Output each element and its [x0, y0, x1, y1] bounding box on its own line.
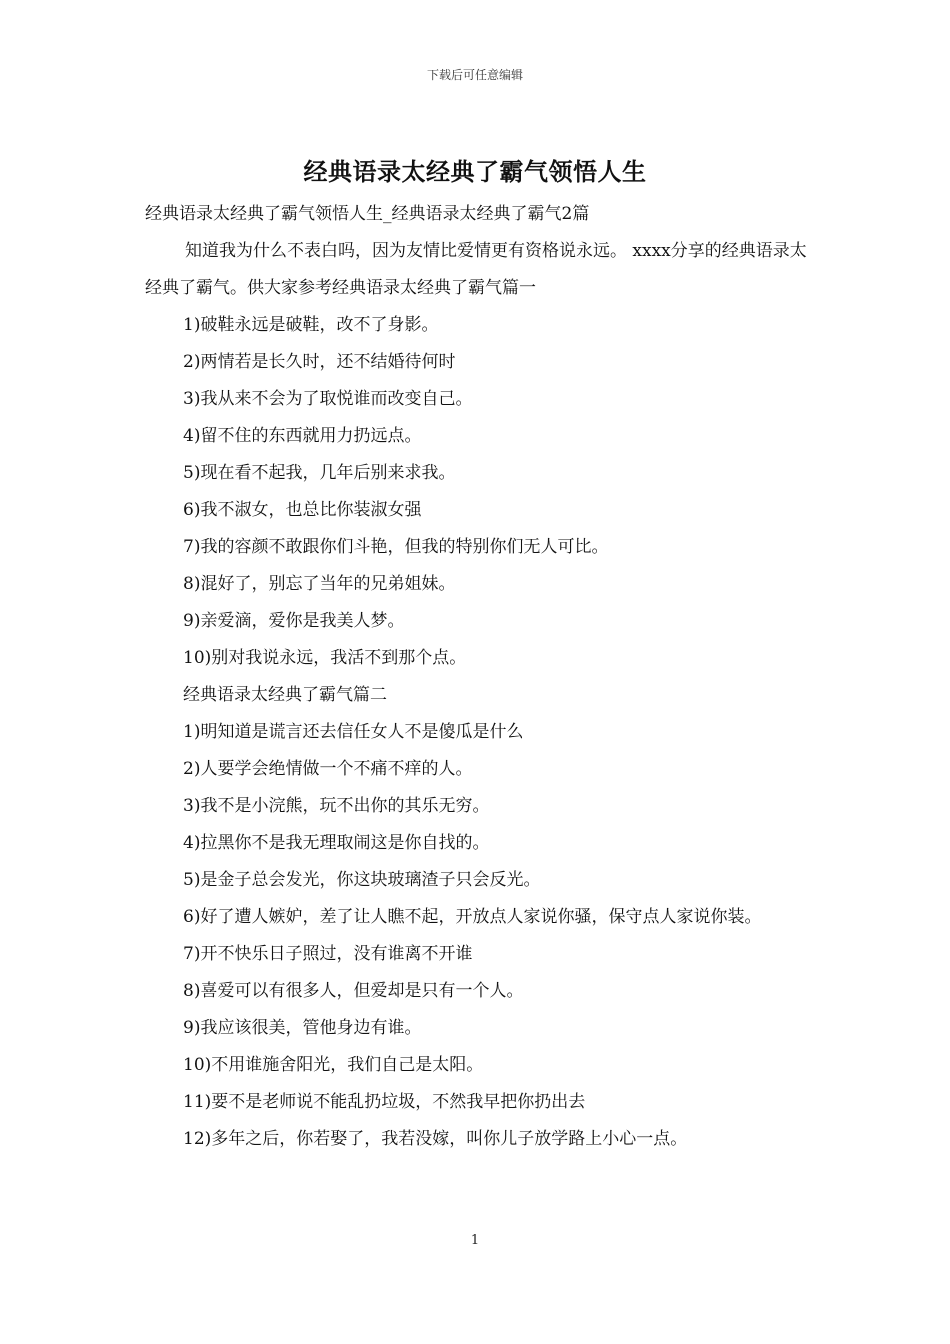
- document-title: 经典语录太经典了霸气领悟人生: [303, 157, 647, 186]
- list-item: 7)开不快乐日子照过，没有谁离不开谁: [183, 944, 473, 964]
- list-item: 2)人要学会绝情做一个不痛不痒的人。: [183, 759, 473, 779]
- list-item: 8)混好了，别忘了当年的兄弟姐妹。: [183, 574, 456, 594]
- list-item: 1)破鞋永远是破鞋，改不了身影。: [183, 315, 439, 335]
- list-item: 12)多年之后，你若娶了，我若没嫁，叫你儿子放学路上小心一点。: [183, 1129, 688, 1149]
- section-heading: 经典语录太经典了霸气篇二: [183, 685, 387, 705]
- document-body: [145, 196, 810, 1158]
- list-item: 4)拉黑你不是我无理取闹这是你自找的。: [183, 833, 490, 853]
- list-item: 5)现在看不起我，几年后别来求我。: [183, 463, 456, 483]
- list-item: 9)我应该很美，管他身边有谁。: [183, 1018, 422, 1038]
- list-item: 2)两情若是长久时，还不结婚待何时: [183, 352, 456, 372]
- list-item: 5)是金子总会发光，你这块玻璃渣子只会反光。: [183, 870, 541, 890]
- subtitle-line: 经典语录太经典了霸气领悟人生_经典语录太经典了霸气2篇: [145, 204, 590, 224]
- list-item: 10)不用谁施舍阳光，我们自己是太阳。: [183, 1055, 484, 1075]
- list-item: 6)好了遭人嫉妒，差了让人瞧不起，开放点人家说你骚，保守点人家说你装。: [183, 907, 762, 927]
- intro-paragraph: 知道我为什么不表白吗，因为友情比爱情更有资格说永远。 xxxx分享的经典语录太经典了霸气。供大家参考经典语录太经典了霸气篇一: [145, 241, 807, 298]
- list-item: 3)我不是小浣熊，玩不出你的其乐无穷。: [183, 796, 490, 816]
- list-item: 3)我从来不会为了取悦谁而改变自己。: [183, 389, 473, 409]
- list-item: 9)亲爱滴，爱你是我美人梦。: [183, 611, 405, 631]
- section-one-list: [145, 307, 810, 677]
- list-item: 10)别对我说永远，我活不到那个点。: [183, 648, 467, 668]
- list-item: 1)明知道是谎言还去信任女人不是傻瓜是什么: [183, 722, 524, 742]
- section-two-list: [145, 677, 810, 1158]
- list-item: 7)我的容颜不敢跟你们斗艳，但我的特别你们无人可比。: [183, 537, 609, 557]
- list-item: 11)要不是老师说不能乱扔垃圾，不然我早把你扔出去: [183, 1092, 586, 1112]
- list-item: 4)留不住的东西就用力扔远点。: [183, 426, 422, 446]
- list-item: 6)我不淑女，也总比你装淑女强: [183, 500, 422, 520]
- list-item: 8)喜爱可以有很多人，但爱却是只有一个人。: [183, 981, 524, 1001]
- page-header: 下载后可任意编辑: [426, 68, 523, 82]
- page-number: 1: [470, 1233, 480, 1248]
